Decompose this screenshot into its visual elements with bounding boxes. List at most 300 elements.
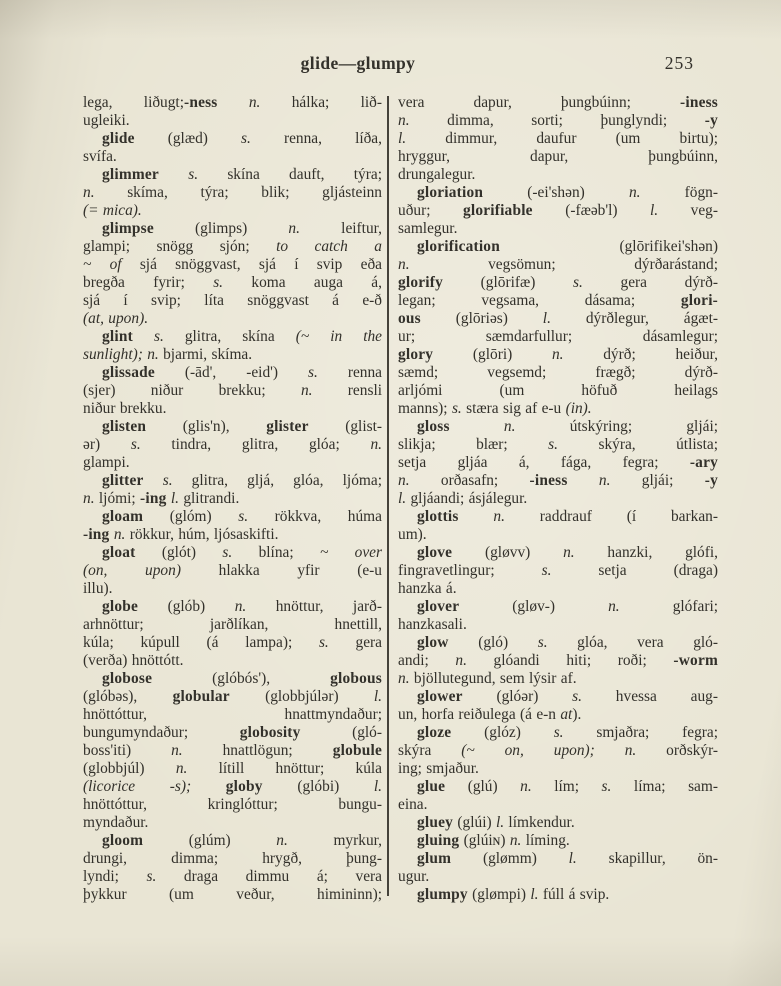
body-text: arhnöttur; jarðlíkan, hnettill, xyxy=(83,616,382,633)
body-text: (glømm) xyxy=(451,850,569,867)
dictionary-line xyxy=(83,328,382,346)
dictionary-line xyxy=(398,490,718,508)
dictionary-line xyxy=(398,580,718,598)
italic-text: (~ in the xyxy=(295,328,382,345)
body-text: illu). xyxy=(83,580,113,597)
dictionary-line xyxy=(83,274,382,292)
body-text: glitra, gljá, glóa, ljóma; xyxy=(172,472,382,489)
body-text: renna xyxy=(317,364,382,381)
body-text: skíma, týra; blik; gljásteinn xyxy=(94,184,382,201)
dictionary-line xyxy=(83,220,382,238)
body-text: (gló- xyxy=(300,724,382,741)
italic-text: l. xyxy=(373,778,382,795)
dictionary-line xyxy=(83,472,382,490)
italic-text: n. xyxy=(628,184,641,201)
italic-text: n. xyxy=(276,832,288,849)
body-text: leiftur, xyxy=(299,220,382,237)
dictionary-line xyxy=(83,544,382,562)
dictionary-line xyxy=(398,328,718,346)
italic-text: s. xyxy=(241,130,251,147)
body-text: glóandi hiti; roði; xyxy=(466,652,674,669)
dictionary-line xyxy=(398,616,718,634)
body-text: hnattlögun; xyxy=(182,742,333,759)
dictionary-line xyxy=(83,778,382,796)
body-text: límkendur. xyxy=(504,814,575,831)
body-text: ljómi; xyxy=(94,490,141,507)
body-text: (glæd) xyxy=(134,130,242,147)
italic-text: n. xyxy=(551,346,564,363)
dictionary-line xyxy=(83,868,382,886)
dictionary-line xyxy=(398,562,718,580)
italic-text: n. xyxy=(455,652,467,669)
italic-text: n. xyxy=(624,742,637,759)
body-text xyxy=(450,418,504,435)
dictionary-line xyxy=(83,238,382,256)
headword-text: gloss xyxy=(417,418,450,435)
body-text: un, horfa reiðulega (á e-n xyxy=(398,706,561,723)
headword-text: glide xyxy=(102,130,135,147)
dictionary-line xyxy=(83,94,382,112)
headword-text: glimpse xyxy=(102,220,154,237)
headword-text: glory xyxy=(398,346,434,363)
headword-text: glottis xyxy=(417,508,459,525)
italic-text: n. xyxy=(398,670,410,687)
body-text: líma; sam- xyxy=(611,778,718,795)
body-text: niður brekku. xyxy=(83,400,167,417)
headword-text: -y xyxy=(704,112,718,129)
italic-text: s. xyxy=(601,778,612,795)
dictionary-line xyxy=(83,814,382,832)
italic-text: n. xyxy=(503,418,516,435)
body-text: myndaður. xyxy=(83,814,149,831)
dictionary-line xyxy=(398,850,718,868)
headword-text: gloze xyxy=(417,724,452,741)
headword-text: -worm xyxy=(673,652,718,669)
italic-text: s. xyxy=(213,274,224,291)
dictionary-line xyxy=(83,382,382,400)
body-text: (glóər) xyxy=(462,688,573,705)
dictionary-line xyxy=(83,346,382,364)
body-text: skína dauft, týra; xyxy=(198,166,382,183)
italic-text: n. xyxy=(175,760,188,777)
body-text xyxy=(568,472,599,489)
body-text: sjá í svip; líta snöggvast á e-ð xyxy=(83,292,382,309)
italic-text: n. xyxy=(147,346,159,363)
body-text: (glúiɴ) xyxy=(459,832,510,849)
body-text: blína; xyxy=(232,544,320,561)
dictionary-line xyxy=(83,202,382,220)
body-text: ). xyxy=(572,706,582,723)
italic-text: (on, upon) xyxy=(83,562,181,579)
body-text: rensli xyxy=(312,382,382,399)
headword-text: glorifiable xyxy=(462,202,533,219)
italic-text: l. xyxy=(542,310,551,327)
italic-text: s. xyxy=(162,472,173,489)
dictionary-line xyxy=(398,382,718,400)
body-text: gljái; xyxy=(610,472,705,489)
body-text: gera dýrð- xyxy=(582,274,718,291)
body-text: smjaðra; fegra; xyxy=(563,724,718,741)
body-text: dimmur, daufur (um birtu); xyxy=(406,130,718,147)
body-text: vera dapur, þungbúinn; xyxy=(398,94,681,111)
dictionary-line xyxy=(398,454,718,472)
italic-text: l. xyxy=(398,130,407,147)
headword-text: gluing xyxy=(417,832,460,849)
italic-text: n. xyxy=(248,94,261,111)
dictionary-line xyxy=(83,562,382,580)
dictionary-line xyxy=(83,598,382,616)
italic-text: n. xyxy=(398,112,410,129)
dictionary-line xyxy=(83,616,382,634)
body-text: glitrandi. xyxy=(178,490,240,507)
dictionary-line xyxy=(83,850,382,868)
headword-text: glower xyxy=(417,688,463,705)
body-text: hanzkasali. xyxy=(398,616,467,633)
italic-text: (= mica). xyxy=(83,202,142,219)
body-text: útskýring; gljái; xyxy=(515,418,718,435)
italic-text: n. xyxy=(493,508,505,525)
headword-text: globy xyxy=(225,778,263,795)
body-text: hnöttóttur, hnattmyndaður; xyxy=(83,706,382,723)
dictionary-line xyxy=(83,706,382,724)
dictionary-line xyxy=(83,652,382,670)
dictionary-line xyxy=(398,112,718,130)
body-text: bjarmi, skíma. xyxy=(158,346,253,363)
headword-text: glow xyxy=(417,634,449,651)
body-text: tindra, glitra, glóa; xyxy=(140,436,371,453)
italic-text: s. xyxy=(222,544,233,561)
headword-text: glimmer xyxy=(102,166,159,183)
italic-text: n. xyxy=(370,436,382,453)
dictionary-line xyxy=(398,598,718,616)
italic-text: n. xyxy=(398,256,410,273)
italic-text: n. xyxy=(300,382,313,399)
headword-text: glove xyxy=(417,544,453,561)
dictionary-line xyxy=(398,742,718,760)
body-text: boss'iti) xyxy=(83,742,172,759)
headword-text: -y xyxy=(704,472,718,489)
body-text: þykkur (um veður, himininn); xyxy=(83,886,382,903)
dictionary-line xyxy=(83,580,382,598)
italic-text: l. xyxy=(373,688,382,705)
body-text: gljáandi; ásjálegur. xyxy=(406,490,528,507)
italic-text: l. xyxy=(530,886,539,903)
italic-text: at xyxy=(560,706,573,723)
body-text: glitra, skína xyxy=(163,328,296,345)
italic-text: s. xyxy=(573,274,583,291)
body-text: myrkur, xyxy=(287,832,382,849)
body-text: skýra, útlista; xyxy=(558,436,718,453)
italic-text: ~ of xyxy=(83,256,122,273)
dictionary-line xyxy=(83,724,382,742)
italic-text: n. xyxy=(509,832,522,849)
headword-text: glisten xyxy=(102,418,147,435)
body-text: (glōrifikei'shən) xyxy=(499,238,718,255)
dictionary-line xyxy=(398,148,718,166)
headword-text: -iness xyxy=(529,472,568,489)
dictionary-line xyxy=(83,418,382,436)
headword-text: globule xyxy=(332,742,382,759)
body-text xyxy=(595,742,625,759)
dictionary-line xyxy=(398,868,718,886)
body-text: lítill hnöttur; kúla xyxy=(187,760,382,777)
body-text: svífa. xyxy=(83,148,117,165)
dictionary-line xyxy=(83,364,382,382)
headword-text: glum xyxy=(417,850,452,867)
italic-text: (at, upon). xyxy=(83,310,149,327)
headword-text: -ing xyxy=(140,490,167,507)
italic-text: n. xyxy=(234,598,247,615)
italic-text: s. xyxy=(553,724,564,741)
dictionary-line xyxy=(83,454,382,472)
dictionary-line xyxy=(83,508,382,526)
headword-text: glori- xyxy=(680,292,718,309)
body-text: bjöllutegund, sem lýsir af. xyxy=(409,670,577,687)
body-text: setja gljáa á, fága, fegra; xyxy=(398,454,690,471)
headword-text: globose xyxy=(102,670,153,687)
body-text xyxy=(144,472,163,489)
dictionary-line xyxy=(398,238,718,256)
running-head: glide—glumpy xyxy=(300,53,416,73)
italic-text: n. xyxy=(83,184,95,201)
italic-text: s. xyxy=(572,688,582,705)
body-text: ugur. xyxy=(398,868,430,885)
headword-text: globe xyxy=(102,598,139,615)
italic-text: s. xyxy=(451,400,462,417)
dictionary-line xyxy=(398,418,718,436)
dictionary-line xyxy=(83,400,382,418)
body-text: (glúi) xyxy=(453,814,496,831)
dictionary-line xyxy=(83,256,382,274)
body-text: (glōriəs) xyxy=(420,310,543,327)
body-text: hlakka yfir (e-u xyxy=(180,562,382,579)
body-text xyxy=(133,328,154,345)
dictionary-line xyxy=(83,166,382,184)
italic-text: n. xyxy=(288,220,300,237)
body-text: draga dimmu á; vera xyxy=(156,868,382,885)
dictionary-line xyxy=(83,148,382,166)
body-text: (glú) xyxy=(445,778,521,795)
body-text xyxy=(218,94,249,111)
headword-text: globular xyxy=(172,688,230,705)
italic-text: n. xyxy=(563,544,575,561)
body-text: drungi, dimma; hrygð, þung- xyxy=(83,850,382,867)
body-text: samlegur. xyxy=(398,220,458,237)
dictionary-line xyxy=(398,796,718,814)
body-text: (globbjúl) xyxy=(83,760,176,777)
body-text: fúll á svip. xyxy=(538,886,610,903)
headword-text: glover xyxy=(417,598,460,615)
dictionary-line xyxy=(398,778,718,796)
dictionary-line xyxy=(398,724,718,742)
headword-text: -iness xyxy=(680,94,718,111)
body-text: lyndi; xyxy=(83,868,147,885)
body-text: (glømpi) xyxy=(467,886,531,903)
dictionary-line xyxy=(83,436,382,454)
headword-text: glumpy xyxy=(417,886,468,903)
dictionary-line xyxy=(83,130,382,148)
body-text: arljómi (um höfuð heilags xyxy=(398,382,718,399)
headword-text: gluey xyxy=(417,814,454,831)
italic-text: s. xyxy=(318,634,329,651)
body-text: andi; xyxy=(398,652,456,669)
headword-text: glister xyxy=(266,418,309,435)
headword-text: gloom xyxy=(102,832,144,849)
body-text: kúla; kúpull (á lampa); xyxy=(83,634,319,651)
body-text: (glis'n), xyxy=(146,418,267,435)
body-text: (glimps) xyxy=(153,220,289,237)
headword-text: globosity xyxy=(239,724,301,741)
body-text: veg- xyxy=(658,202,718,219)
body-text: (glist- xyxy=(308,418,382,435)
body-text: orðasafn; xyxy=(409,472,530,489)
italic-text: l. xyxy=(398,490,407,507)
italic-text: s. xyxy=(146,868,157,885)
italic-text: l. xyxy=(650,202,659,219)
dictionary-line xyxy=(398,346,718,364)
italic-text: n. xyxy=(171,742,183,759)
body-text: sjá snöggvast, sjá í svip eða xyxy=(121,256,382,273)
italic-text: s. xyxy=(130,436,141,453)
italic-text: l. xyxy=(568,850,577,867)
body-text: líming. xyxy=(521,832,570,849)
body-text: ur; sæmdarfullur; dásamlegur; xyxy=(398,328,718,345)
body-text: dýrð; heiður, xyxy=(563,346,718,363)
body-text: hnöttóttur, kringlóttur; bungu- xyxy=(83,796,382,813)
body-text: hálka; lið- xyxy=(260,94,382,111)
headword-text: -ness xyxy=(184,94,218,111)
italic-text: sunlight); xyxy=(83,346,143,363)
dictionary-line xyxy=(83,760,382,778)
dictionary-line xyxy=(83,670,382,688)
dictionary-line xyxy=(83,688,382,706)
dictionary-line xyxy=(398,310,718,328)
body-text: (-ād', -eid') xyxy=(154,364,309,381)
italic-text: s. xyxy=(308,364,318,381)
body-text: hanzka á. xyxy=(398,580,457,597)
headword-text: globous xyxy=(330,670,382,687)
body-text: gera xyxy=(328,634,382,651)
dictionary-line xyxy=(398,832,718,850)
italic-text: n. xyxy=(83,490,95,507)
italic-text: s. xyxy=(188,166,199,183)
italic-text: n. xyxy=(398,472,410,489)
headword-text: glissade xyxy=(102,364,155,381)
headword-text: -ing xyxy=(83,526,110,543)
body-text: koma auga á, xyxy=(223,274,382,291)
body-text: rökkur, húm, ljósaskifti. xyxy=(125,526,279,543)
body-text: dýrðlegur, ágæt- xyxy=(550,310,718,327)
body-text: (glób) xyxy=(138,598,235,615)
body-text: (-ei'shən) xyxy=(483,184,629,201)
dictionary-line xyxy=(398,184,718,202)
dictionary-line xyxy=(83,796,382,814)
dictionary-line xyxy=(398,274,718,292)
italic-text: l. xyxy=(495,814,505,831)
body-text: glampi. xyxy=(83,454,130,471)
headword-text: gloriation xyxy=(417,184,484,201)
italic-text: s. xyxy=(541,562,552,579)
italic-text: s. xyxy=(548,436,559,453)
body-text: drungalegur. xyxy=(398,166,476,183)
headword-text: ous xyxy=(398,310,421,327)
page-number: 253 xyxy=(664,53,694,73)
body-text: vegsömun; dýrðarástand; xyxy=(409,256,718,273)
column-left xyxy=(83,94,382,904)
dictionary-line xyxy=(83,526,382,544)
body-text: (gløv-) xyxy=(459,598,609,615)
body-text: fögn- xyxy=(640,184,718,201)
dictionary-line xyxy=(83,310,382,328)
column-right xyxy=(398,94,718,904)
dictionary-line xyxy=(398,220,718,238)
body-text: hnöttur, jarð- xyxy=(246,598,382,615)
italic-text: to catch a xyxy=(276,238,382,255)
body-text: bungumyndaður; xyxy=(83,724,240,741)
body-text: manns); xyxy=(398,400,452,417)
body-text: setja (draga) xyxy=(551,562,718,579)
body-text: bregða fyrir; xyxy=(83,274,214,291)
headword-text: glorification xyxy=(417,238,500,255)
body-text: (glóbi) xyxy=(262,778,374,795)
body-text: (sjer) niður brekku; xyxy=(83,382,301,399)
body-text: glampi; snögg sjón; xyxy=(83,238,277,255)
dictionary-line xyxy=(398,508,718,526)
dictionary-line xyxy=(83,634,382,652)
italic-text: n. xyxy=(520,778,532,795)
body-text: um). xyxy=(398,526,427,543)
italic-text: s. xyxy=(238,508,249,525)
dictionary-line xyxy=(398,436,718,454)
body-text: skapillur, ön- xyxy=(576,850,718,867)
dictionary-line xyxy=(83,886,382,904)
body-text: dimma, sorti; þunglyndi; xyxy=(409,112,705,129)
headword-text: -ary xyxy=(689,454,718,471)
body-text xyxy=(459,508,494,525)
body-text: legan; vegsama, dásama; xyxy=(398,292,681,309)
body-text: (gló) xyxy=(448,634,538,651)
dictionary-line xyxy=(398,202,718,220)
body-text: rökkva, húma xyxy=(248,508,382,525)
italic-text: s. xyxy=(537,634,548,651)
body-text: orðskýr- xyxy=(636,742,718,759)
italic-text: (licorice -s); xyxy=(83,778,192,795)
dictionary-line xyxy=(398,814,718,832)
body-text: (verða) hnöttótt. xyxy=(83,652,184,669)
body-text: (globbjúlər) xyxy=(229,688,374,705)
dictionary-line xyxy=(83,292,382,310)
italic-text: ~ over xyxy=(319,544,382,561)
body-text: (glōrifæ) xyxy=(443,274,574,291)
body-text: lím; xyxy=(531,778,602,795)
headword-text: glue xyxy=(417,778,446,795)
body-text: lega, liðugt; xyxy=(83,94,184,111)
body-text: uður; xyxy=(398,202,463,219)
headword-text: glint xyxy=(102,328,133,345)
dictionary-line xyxy=(398,400,718,418)
dictionary-line xyxy=(398,544,718,562)
dictionary-line xyxy=(398,688,718,706)
dictionary-line xyxy=(398,364,718,382)
body-text: hanzki, glófi, xyxy=(574,544,718,561)
headword-text: glorify xyxy=(398,274,443,291)
dictionary-line xyxy=(398,670,718,688)
column-divider-rule xyxy=(387,96,389,896)
headword-text: gloam xyxy=(102,508,144,525)
dictionary-line xyxy=(398,634,718,652)
dictionary-line xyxy=(398,526,718,544)
dictionary-line xyxy=(398,166,718,184)
